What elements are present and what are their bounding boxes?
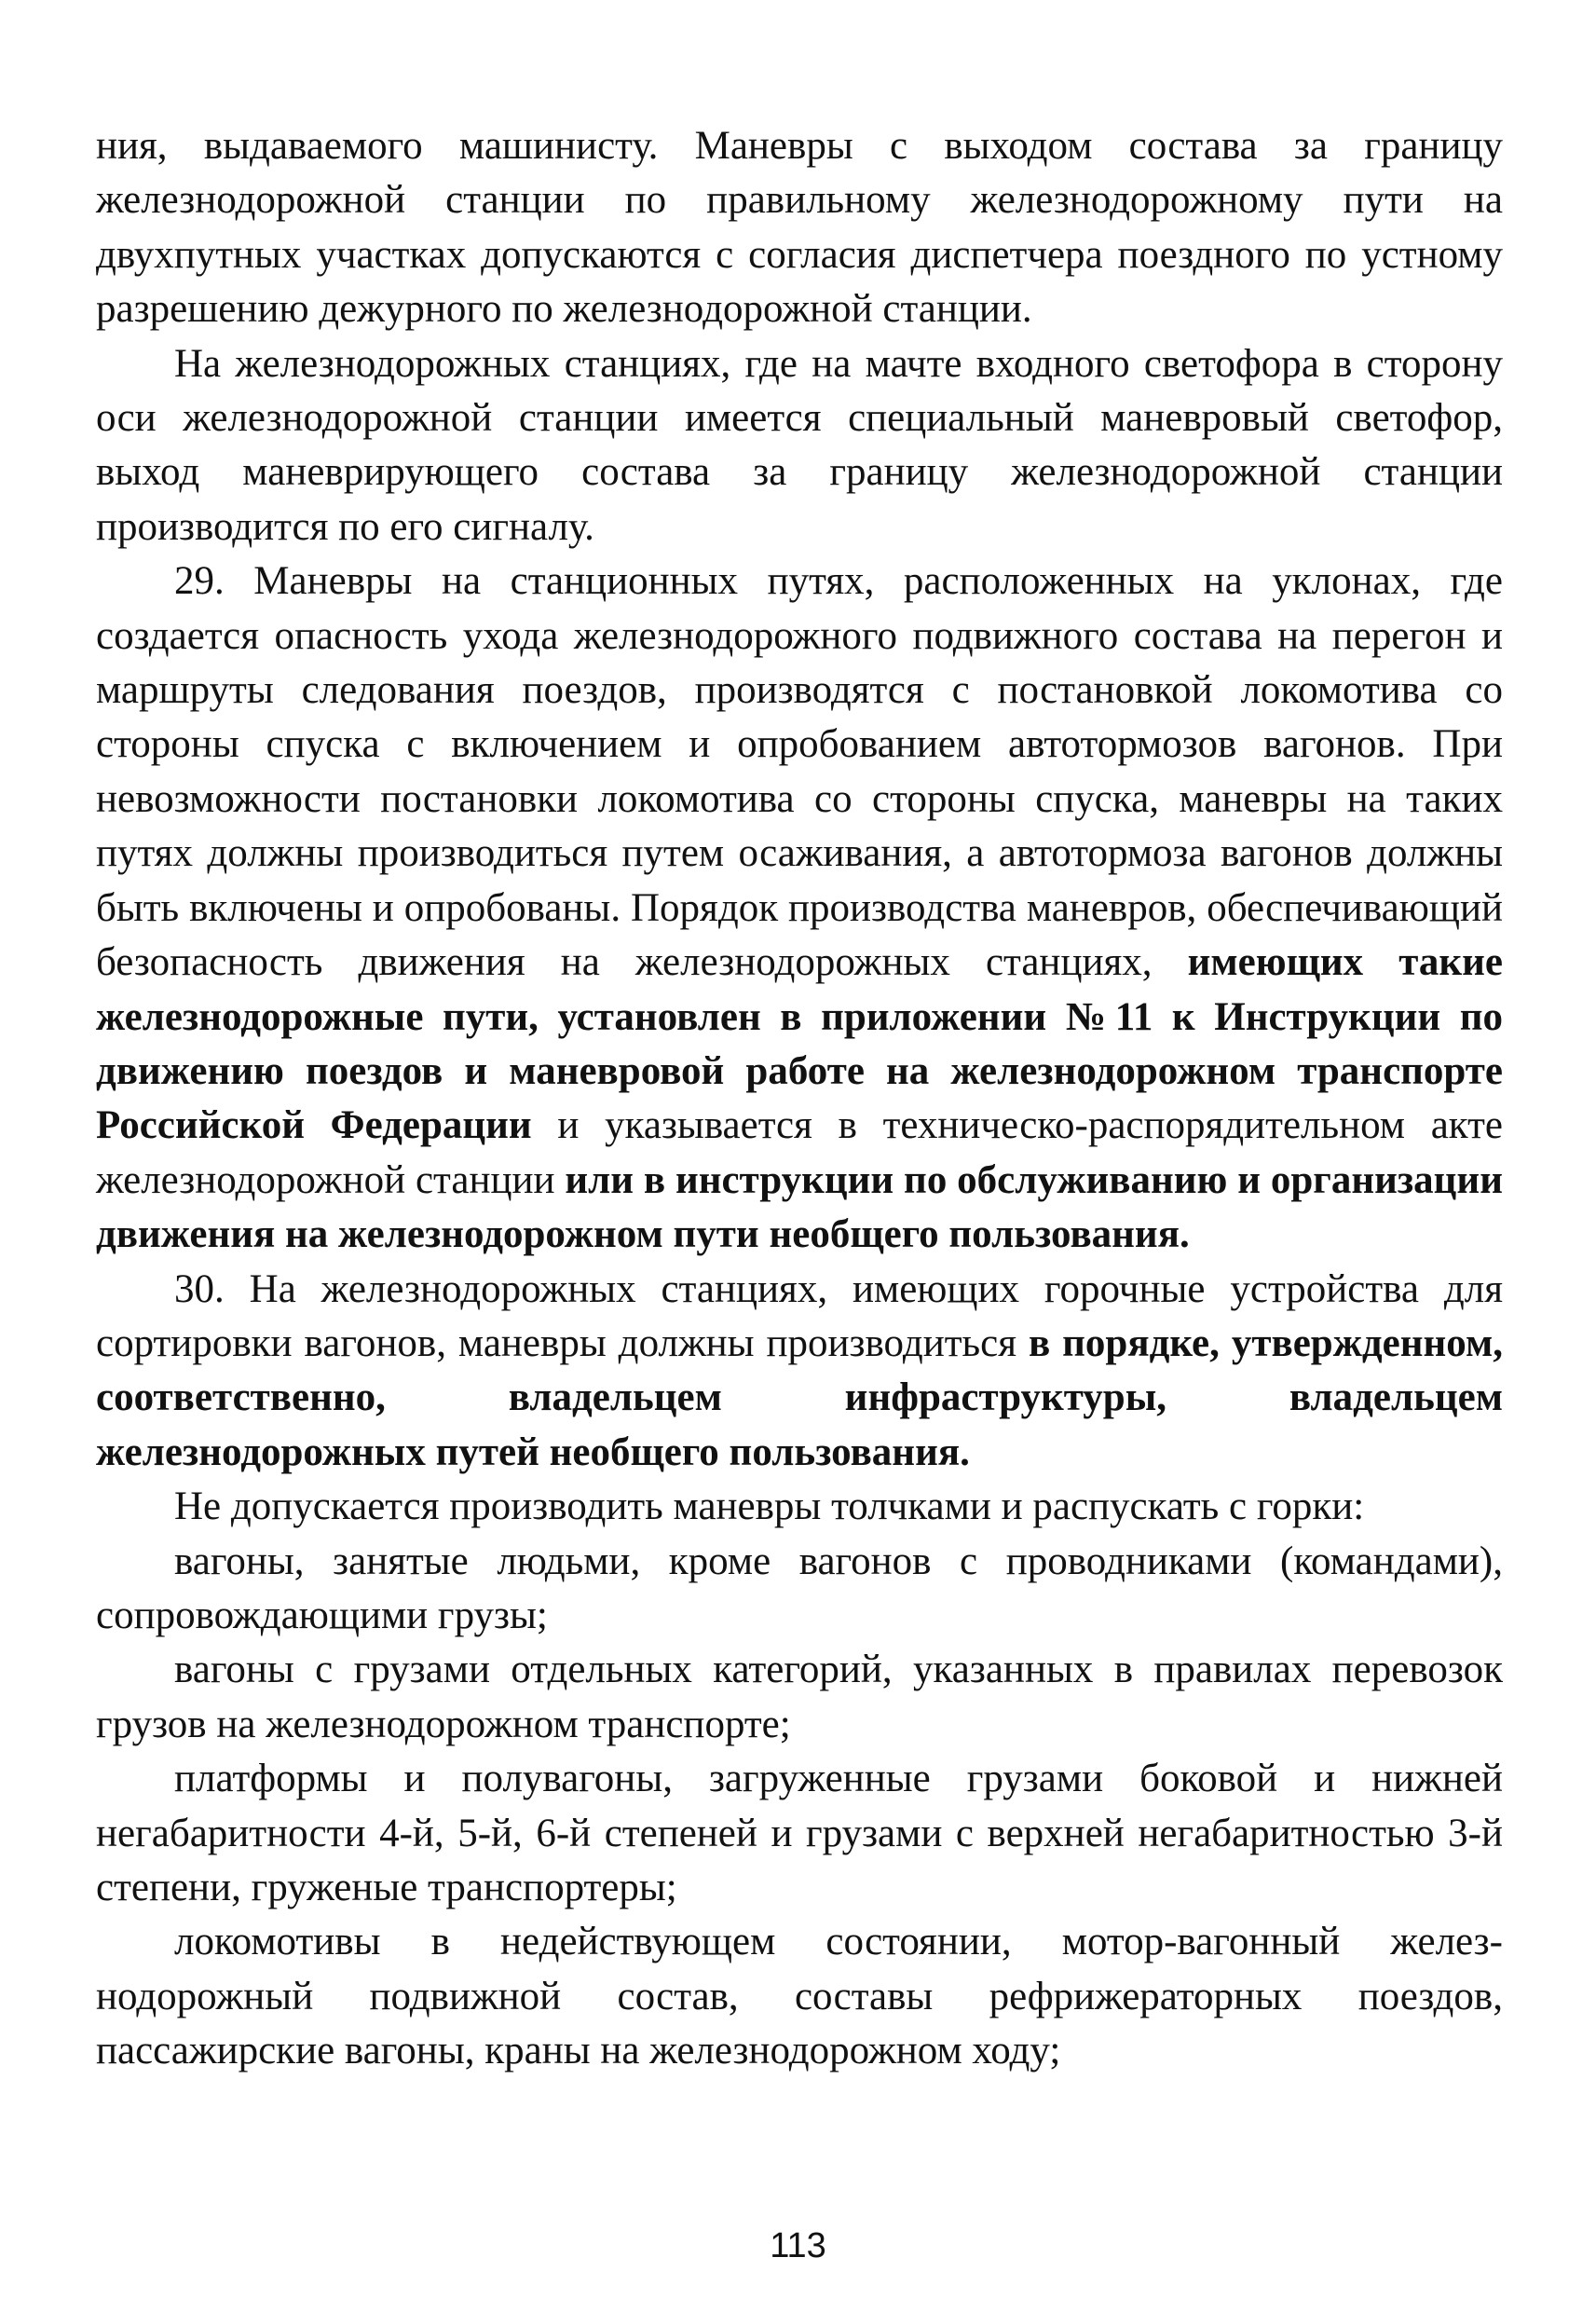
paragraph-prohibition: Не допускается производить маневры толчками и распускать с горки: [174, 1484, 1365, 1529]
paragraph-30-bold-amendment: в порядке, утвержденном, соответственно, владельцем инфраструктуры, владельцем железнодорожных путей необщего пользования. [96, 1320, 1503, 1474]
paragraph-29-bold-amendment-2: или в инструкции по обслуживанию и организации движения на железнодорожном пути необщего пользования. [96, 1157, 1503, 1257]
paragraph-29 [96, 554, 1503, 1262]
paragraph-continuation: ния, выдаваемого машинисту. Маневры с выходом состава за границу железнодорожной станции по правильному железнодорожному пути на двухпутных участках допускаются с согласия диспетчера поездного по устному разрешению дежурного по железнодорожной станции. [96, 124, 1503, 332]
document-body [96, 119, 1503, 2079]
list-item-special-cargo: вагоны с грузами отдельных категорий, указанных в правилах перевозок грузов на железнодорожном транспорте; [96, 1648, 1503, 1746]
paragraph-30 [96, 1263, 1503, 1481]
paragraph-29-text: 29. Маневры на станционных путях, расположенных на уклонах, где создается опасность ухода железнодорожного подвижного состава на перегон и маршруты следования поездов, производятся с постановкой локомотива со стороны спуска с включением и опробованием автотормозов вагонов. При невозможности постановки локомотива со стороны спуска, маневры на таких путях должны производиться путем осаживания, а автотормоза вагонов должны быть включены и опробованы. Порядок производства маневров, обеспечивающий безопасность движения на железнодорожных станциях, [96, 559, 1503, 985]
list-item-locomotives: локомотивы в недействующем состоянии, мотор-вагонный железнодорожный подвижной состав, составы рефрижераторных поездов, пассажирские вагоны, краны на железнодорожном ходу; [96, 1920, 1503, 2073]
page-number: 113 [770, 2226, 826, 2265]
paragraph-30-text: 30. На железнодорожных станциях, имеющих горочные устройства для сортировки вагонов, маневры должны производиться [96, 1266, 1503, 1365]
paragraph-29-bold-amendment-1: имеющих такие железнодорожные пути, установлен в приложении №11 к Инструкции по движению поездов и маневровой работе на железнодорожном транспорте Российской Федерации [96, 940, 1503, 1148]
paragraph-shunting-signal: На железнодорожных станциях, где на мачте входного светофора в сторону оси железнодорожной станции имеется специальный маневровый светофор, выход маневрирующего состава за границу железнодорожной станции производится по его сигналу. [96, 341, 1503, 549]
list-item-oversized-platforms: платформы и полувагоны, загруженные грузами боковой и нижней негабаритности 4-й, 5-й, 6-й степеней и грузами с верхней негабаритностью 3-й степени, груженые транспортеры; [96, 1757, 1503, 1909]
paragraph-29-text-2: и указывается в техническо-распорядительном акте железнодорожной станции [96, 1103, 1504, 1202]
list-item-occupied-wagons: вагоны, занятые людьми, кроме вагонов с проводниками (командами), сопровождающими грузы; [96, 1539, 1503, 1637]
